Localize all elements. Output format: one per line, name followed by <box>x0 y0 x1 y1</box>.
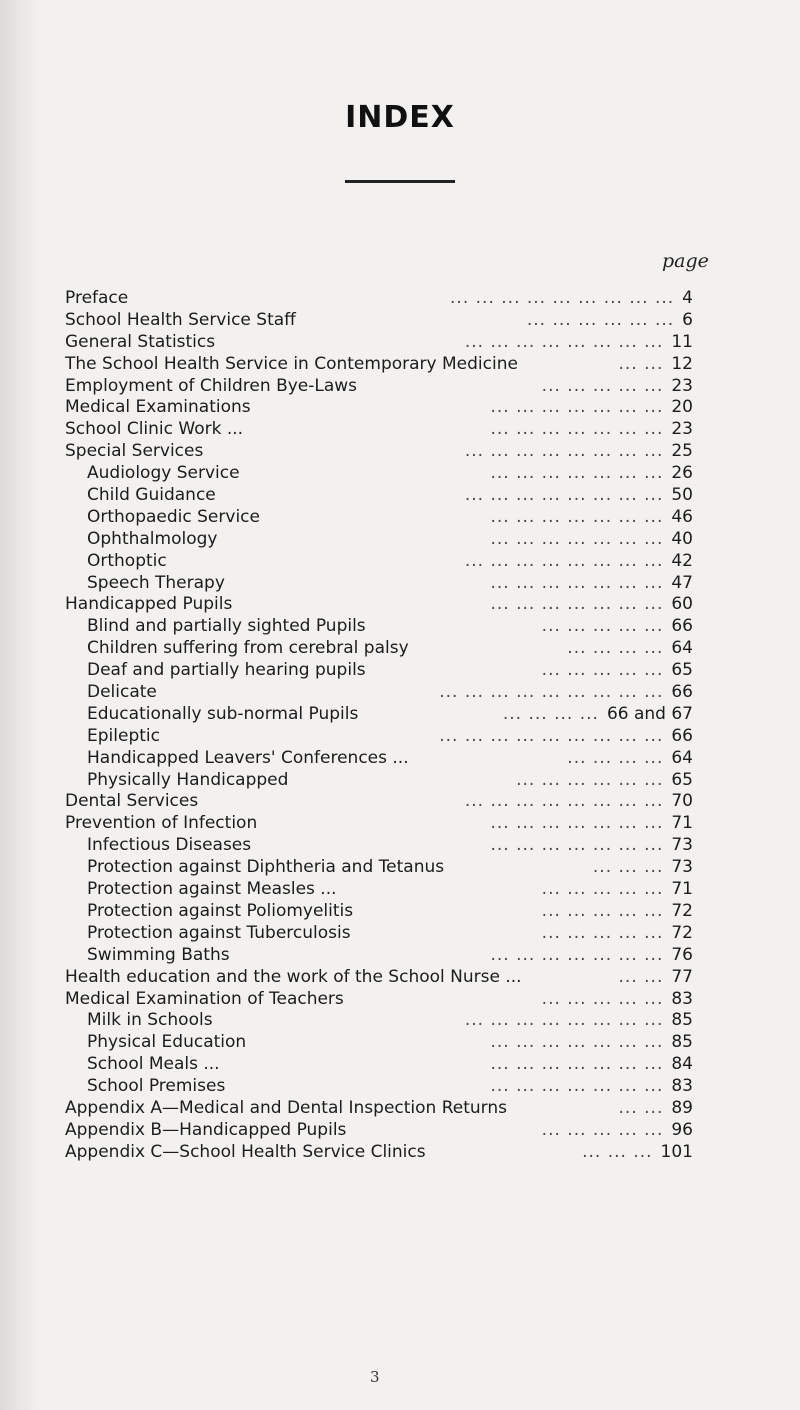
index-entry-label: Orthoptic <box>87 550 167 571</box>
index-entry-page: 71 <box>671 879 693 900</box>
index-entry <box>0 638 800 660</box>
index-entry-page: 66 <box>671 725 693 746</box>
dot-leader: ... ... ... ... ... ... ... <box>490 463 664 484</box>
index-entry-label: Medical Examination of Teachers <box>65 988 344 1009</box>
index-entry <box>0 879 800 901</box>
index-entry-page: 40 <box>671 528 693 549</box>
index-entry <box>0 441 800 463</box>
dot-leader: ... ... ... ... <box>567 747 664 768</box>
dot-leader: ... ... ... ... ... ... ... ... ... <box>439 725 664 746</box>
dot-leader: ... ... ... ... <box>567 638 664 659</box>
footer-page-number: 3 <box>370 1368 380 1386</box>
index-entry-page: 70 <box>671 791 693 812</box>
dot-leader: ... ... ... ... ... <box>541 616 664 637</box>
index-entry-label: Deaf and partially hearing pupils <box>87 660 366 681</box>
index-entry <box>0 967 800 989</box>
index-entry-page: 101 <box>660 1141 693 1162</box>
index-entry-page: 83 <box>671 988 693 1009</box>
dot-leader: ... ... ... ... <box>502 703 599 724</box>
index-entry <box>0 332 800 354</box>
index-entry-label: Medical Examinations <box>65 397 251 418</box>
index-entry-label: Educationally sub-normal Pupils <box>87 703 359 724</box>
index-entry <box>0 551 800 573</box>
dot-leader: ... ... ... ... ... ... ... ... <box>464 550 664 571</box>
index-entry-label: Physical Education <box>87 1032 247 1053</box>
index-entry-page: 83 <box>671 1076 693 1097</box>
index-entry-page: 60 <box>671 594 693 615</box>
dot-leader: ... ... <box>618 353 664 374</box>
dot-leader: ... ... ... ... ... ... ... <box>490 1076 664 1097</box>
index-entry <box>0 1032 800 1054</box>
index-entry-label: Prevention of Infection <box>65 813 258 834</box>
index-entry-label: Health education and the work of the School Nurse ... <box>65 966 522 987</box>
index-entry-page: 42 <box>671 550 693 571</box>
index-entry-label: Preface <box>65 288 129 308</box>
index-entry-label: Appendix C—School Health Service Clinics <box>65 1141 426 1162</box>
dot-leader: ... ... ... ... ... ... ... <box>490 813 664 834</box>
index-entry <box>0 616 800 638</box>
index-entry <box>0 923 800 945</box>
index-entry-label: Employment of Children Bye-Laws <box>65 375 358 396</box>
index-entry-label: School Health Service Staff <box>65 309 296 330</box>
index-entry-label: General Statistics <box>65 331 216 352</box>
index-entry <box>0 485 800 507</box>
index-entry-page: 23 <box>671 375 693 396</box>
dot-leader: ... ... ... ... ... ... ... ... ... <box>439 682 664 703</box>
dot-leader: ... ... ... <box>582 1141 653 1162</box>
index-entry-label: Speech Therapy <box>87 572 225 593</box>
index-entry-label: Protection against Diphtheria and Tetanus <box>87 857 445 878</box>
index-entry-page: 66 <box>671 616 693 637</box>
dot-leader: ... ... ... ... ... <box>541 1119 664 1140</box>
index-entry-label: Audiology Service <box>87 463 240 484</box>
index-entry-page: 66 <box>671 682 693 703</box>
index-entry <box>0 660 800 682</box>
index-entry <box>0 791 800 813</box>
index-entry-label: Handicapped Pupils <box>65 594 233 615</box>
index-entry-label: Appendix A—Medical and Dental Inspection Returns <box>65 1097 507 1118</box>
index-entry <box>0 310 800 332</box>
index-entry-label: Physically Handicapped <box>87 769 289 790</box>
index-entry-label: Special Services <box>65 441 204 462</box>
dot-leader: ... ... ... ... ... <box>541 375 664 396</box>
index-entry-page: 25 <box>671 441 693 462</box>
index-entry-page: 72 <box>671 900 693 921</box>
index-entry <box>0 594 800 616</box>
index-entry-label: Delicate <box>87 682 157 703</box>
index-entry-page: 85 <box>671 1032 693 1053</box>
dot-leader: ... ... ... ... ... ... ... ... <box>464 791 664 812</box>
index-entry-label: Ophthalmology <box>87 528 218 549</box>
dot-leader: ... ... ... ... ... ... ... <box>490 944 664 965</box>
index-entry-label: Handicapped Leavers' Conferences ... <box>87 747 409 768</box>
index-entry <box>0 419 800 441</box>
index-entry-page: 96 <box>671 1119 693 1140</box>
dot-leader: ... ... ... ... ... ... ... <box>490 572 664 593</box>
index-entry <box>0 835 800 857</box>
dot-leader: ... ... ... ... ... ... ... ... <box>464 485 664 506</box>
index-entry-page: 73 <box>671 835 693 856</box>
dot-leader: ... ... ... ... ... ... ... <box>490 835 664 856</box>
dot-leader: ... ... ... ... ... <box>541 922 664 943</box>
index-entry <box>0 813 800 835</box>
dot-leader: ... ... ... ... ... ... ... ... ... <box>450 288 675 308</box>
index-entry <box>0 376 800 398</box>
dot-leader: ... ... ... ... ... <box>541 879 664 900</box>
index-entry <box>0 1120 800 1142</box>
index-entry <box>0 463 800 485</box>
index-entry <box>0 288 800 310</box>
index-entry-label: Children suffering from cerebral palsy <box>87 638 409 659</box>
index-entry-page: 26 <box>671 463 693 484</box>
dot-leader: ... ... ... <box>592 857 664 878</box>
index-entry <box>0 704 800 726</box>
index-entry-label: Protection against Tuberculosis <box>87 922 351 943</box>
dot-leader: ... ... <box>618 1097 664 1118</box>
index-entry-label: Swimming Baths <box>87 944 230 965</box>
index-entry-label: Protection against Measles ... <box>87 879 337 900</box>
index-entry-page: 65 <box>671 660 693 681</box>
index-entry-page: 64 <box>671 638 693 659</box>
dot-leader: ... ... ... ... ... ... ... <box>490 1054 664 1075</box>
dot-leader: ... ... ... ... ... ... ... <box>490 1032 664 1053</box>
index-entry-label: Child Guidance <box>87 485 216 506</box>
index-entry-label: Dental Services <box>65 791 199 812</box>
index-entry <box>0 529 800 551</box>
index-entry-label: Blind and partially sighted Pupils <box>87 616 366 637</box>
index-entry-page: 65 <box>671 769 693 790</box>
index-entry-page: 64 <box>671 747 693 768</box>
dot-leader: ... ... ... ... ... ... ... ... <box>464 441 664 462</box>
index-entry-label: Protection against Poliomyelitis <box>87 900 354 921</box>
index-entry-label: The School Health Service in Contemporary Medicine <box>65 353 518 374</box>
index-entry <box>0 1076 800 1098</box>
dot-leader: ... ... ... ... ... ... <box>526 309 675 330</box>
index-entry-label: Epileptic <box>87 725 160 746</box>
dot-leader: ... ... ... ... ... ... ... ... <box>464 1010 664 1031</box>
index-entries <box>0 288 800 1164</box>
dot-leader: ... ... <box>618 966 664 987</box>
index-entry-page: 46 <box>671 506 693 527</box>
index-entry <box>0 770 800 792</box>
index-entry-page: 50 <box>671 485 693 506</box>
index-entry <box>0 507 800 529</box>
index-entry <box>0 1010 800 1032</box>
dot-leader: ... ... ... ... ... ... ... <box>490 594 664 615</box>
page-title: INDEX <box>345 100 455 135</box>
index-entry-label: Orthopaedic Service <box>87 506 260 527</box>
index-entry-page: 6 <box>682 309 693 330</box>
index-entry <box>0 726 800 748</box>
index-entry-page: 84 <box>671 1054 693 1075</box>
index-entry-page: 76 <box>671 944 693 965</box>
index-entry-page: 11 <box>671 331 693 352</box>
index-entry-page: 23 <box>671 419 693 440</box>
page-column-label: page <box>662 250 709 272</box>
index-entry <box>0 1054 800 1076</box>
index-entry <box>0 857 800 879</box>
index-entry-page: 85 <box>671 1010 693 1031</box>
index-entry <box>0 397 800 419</box>
index-entry-page: 20 <box>671 397 693 418</box>
index-entry-label: Infectious Diseases <box>87 835 252 856</box>
dot-leader: ... ... ... ... ... <box>541 900 664 921</box>
index-entry-page: 66 and 67 <box>606 703 693 724</box>
index-entry <box>0 901 800 923</box>
index-entry-label: Milk in Schools <box>87 1010 213 1031</box>
index-entry-page: 71 <box>671 813 693 834</box>
index-entry <box>0 682 800 704</box>
index-entry-page: 47 <box>671 572 693 593</box>
index-entry-page: 72 <box>671 922 693 943</box>
index-entry <box>0 945 800 967</box>
dot-leader: ... ... ... ... ... <box>541 660 664 681</box>
index-entry <box>0 1098 800 1120</box>
index-entry-page: 12 <box>671 353 693 374</box>
dot-leader: ... ... ... ... ... ... ... ... <box>464 331 664 352</box>
title-rule <box>345 180 455 183</box>
dot-leader: ... ... ... ... ... ... ... <box>490 506 664 527</box>
dot-leader: ... ... ... ... ... ... ... <box>490 528 664 549</box>
index-entry <box>0 748 800 770</box>
dot-leader: ... ... ... ... ... ... <box>516 769 664 790</box>
index-entry <box>0 573 800 595</box>
index-entry-page: 77 <box>671 966 693 987</box>
dot-leader: ... ... ... ... ... ... ... <box>490 419 664 440</box>
dot-leader: ... ... ... ... ... ... ... <box>490 397 664 418</box>
index-entry <box>0 1142 800 1164</box>
index-entry <box>0 989 800 1011</box>
dot-leader: ... ... ... ... ... <box>541 988 664 1009</box>
index-entry-label: School Premises <box>87 1076 226 1097</box>
index-entry-page: 89 <box>671 1097 693 1118</box>
index-entry <box>0 354 800 376</box>
index-entry-label: Appendix B—Handicapped Pupils <box>65 1119 347 1140</box>
index-entry-page: 4 <box>682 288 693 308</box>
index-entry-label: School Meals ... <box>87 1054 220 1075</box>
index-entry-page: 73 <box>671 857 693 878</box>
index-entry-label: School Clinic Work ... <box>65 419 244 440</box>
